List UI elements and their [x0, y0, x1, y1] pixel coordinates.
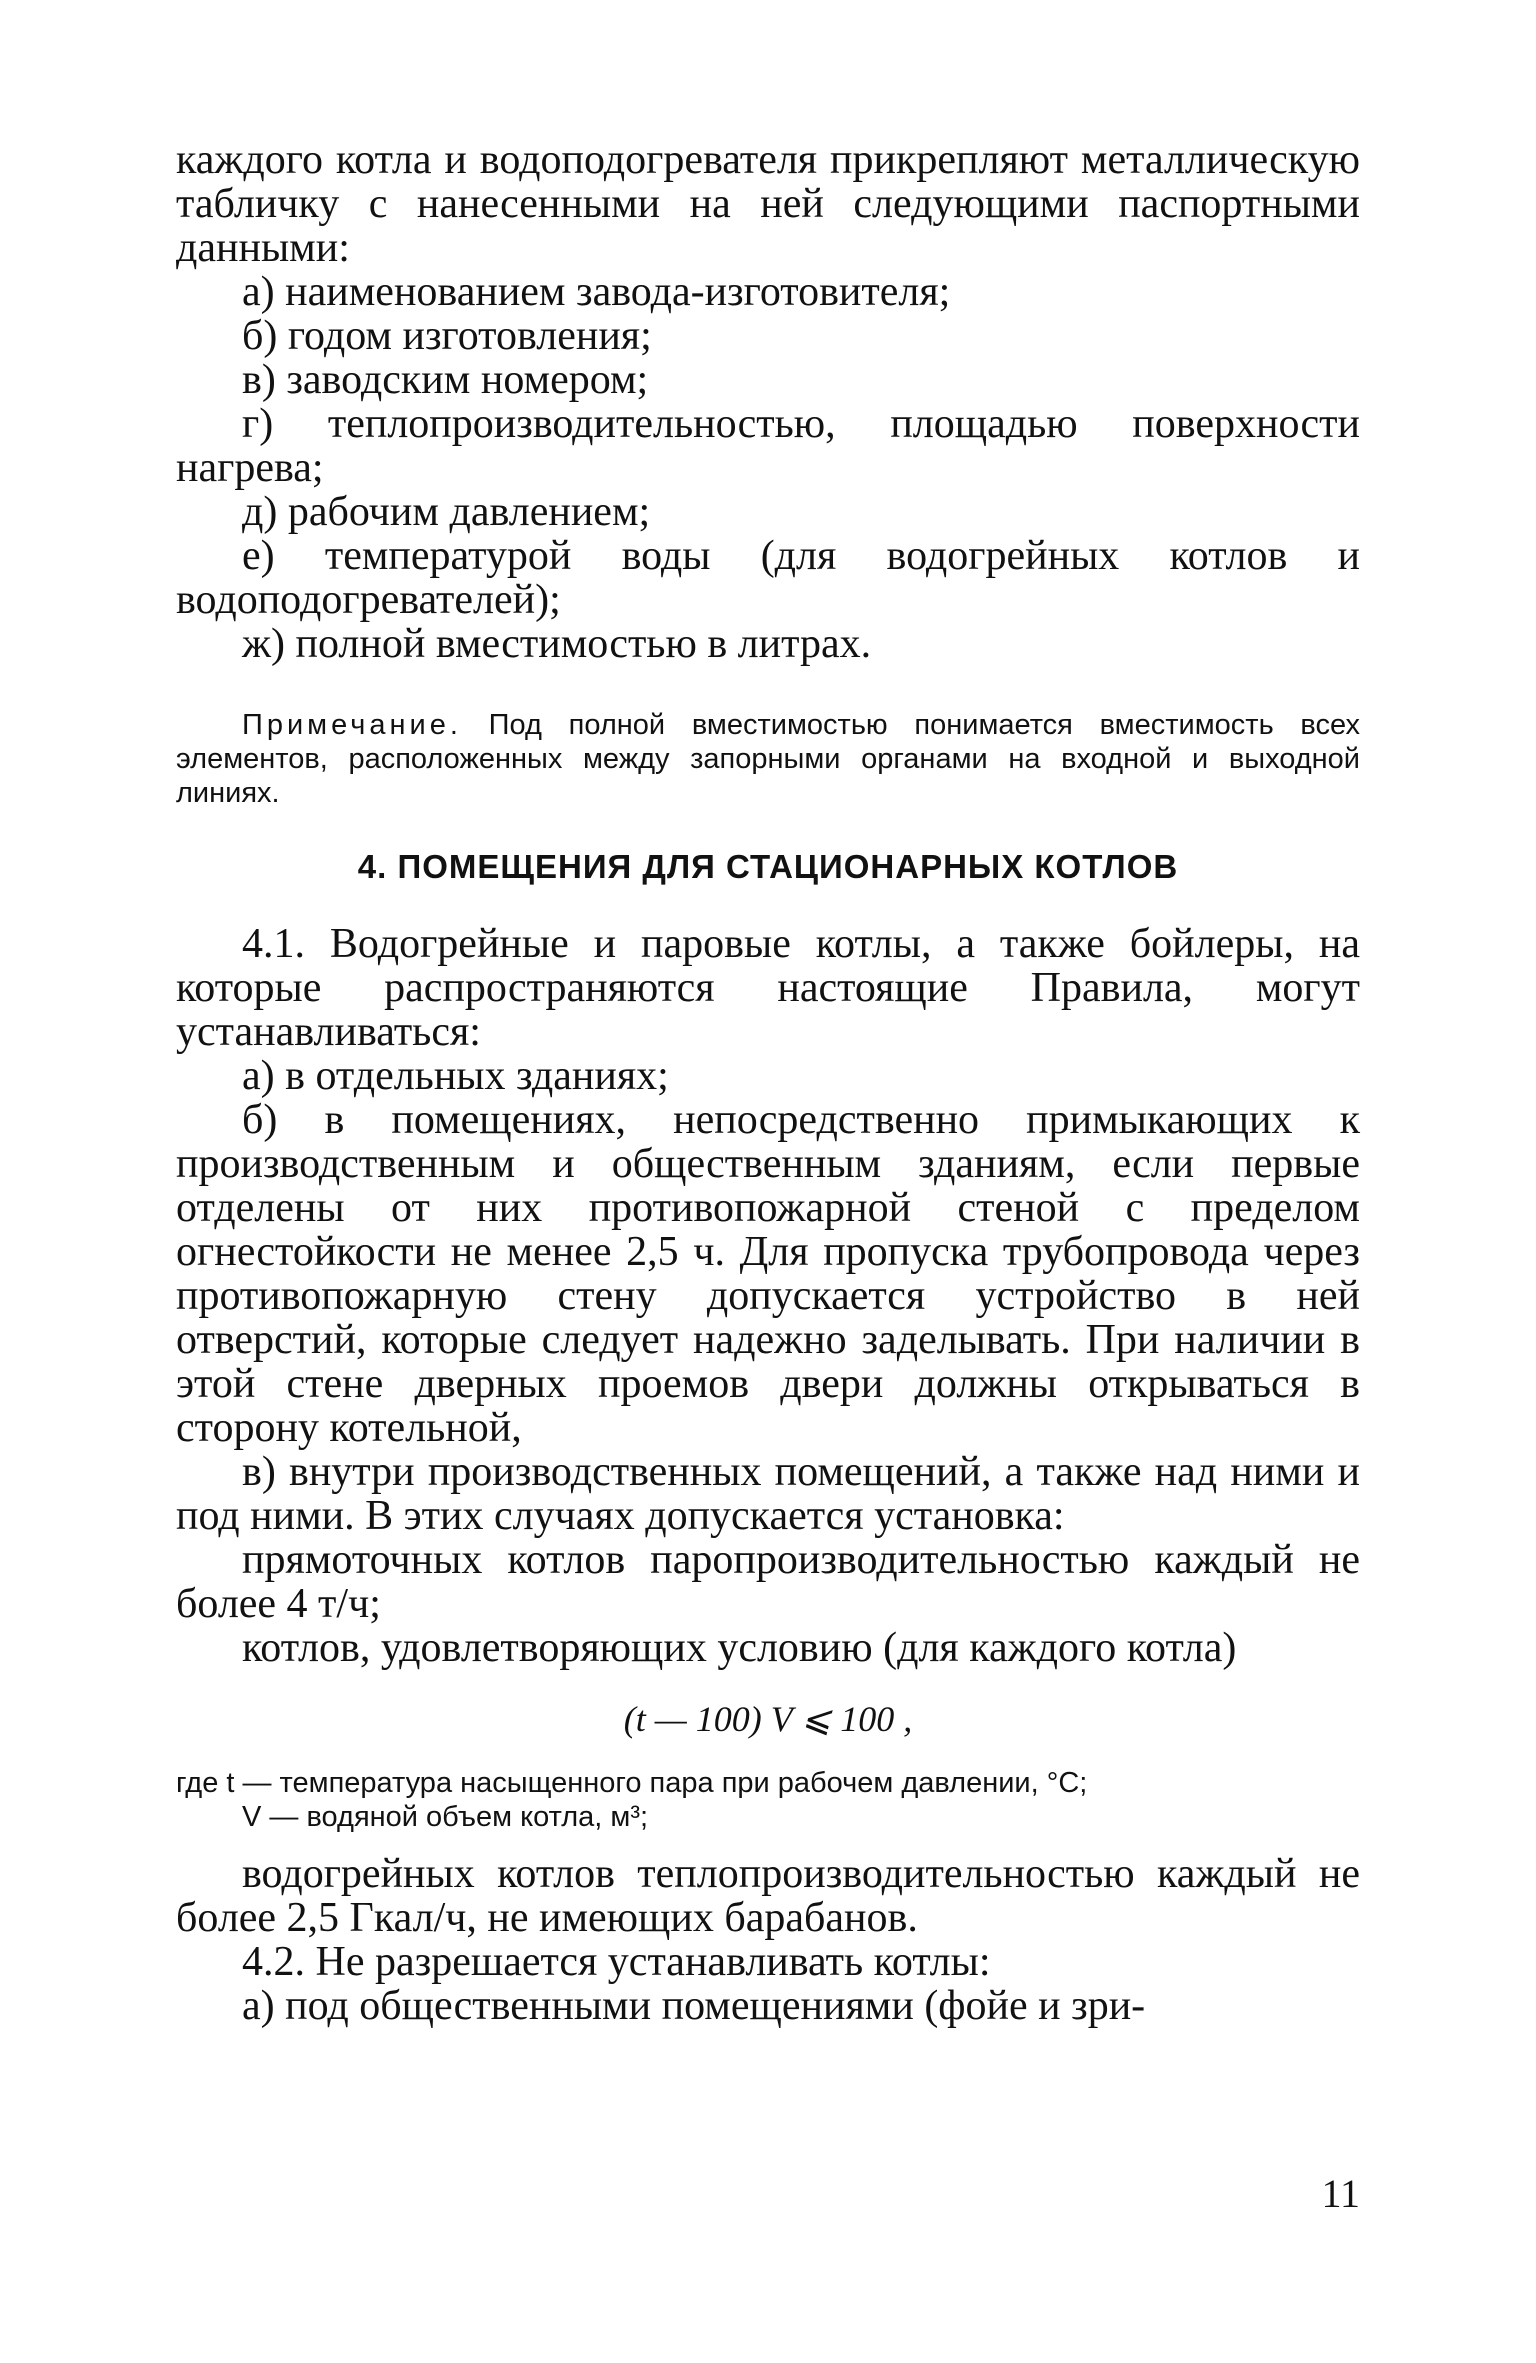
paragraph-4-2: 4.2. Не разрешается устанавливать котлы:: [242, 1939, 991, 1985]
formula-legend: [176, 1766, 1360, 1834]
list-item: е) температурой воды (для водогрейных котлов и водоподогревателей);: [176, 533, 1360, 623]
section-body-continued: [176, 1852, 1360, 2028]
section-heading: 4. ПОМЕЩЕНИЯ ДЛЯ СТАЦИОНАРНЫХ КОТЛОВ: [357, 848, 1179, 885]
list-item: а) в отдельных зданиях;: [242, 1053, 669, 1099]
list-item: б) годом изготовления;: [242, 313, 652, 359]
list-item: г) теплопроизводительностью, площадью поверхности нагрева;: [176, 401, 1360, 491]
page-number: 11: [1321, 2171, 1360, 2216]
list-item: д) рабочим давлением;: [242, 489, 651, 535]
legend-line: V — водяной объем котла, м³;: [242, 1801, 649, 1833]
list-item: а) наименованием завода-изготовителя;: [242, 269, 951, 315]
note-label: Примечание.: [242, 709, 462, 741]
formula: (t — 100) V ⩽ 100 ,: [623, 1699, 913, 1739]
list-item: котлов, удовлетворяющих условию (для каждого котла): [242, 1625, 1237, 1671]
list-item: а) под общественными помещениями (фойе и зри-: [242, 1983, 1146, 2029]
list-item: ж) полной вместимостью в литрах.: [242, 621, 872, 667]
legend-line: где t — температура насыщенного пара при рабочем давлении, °С;: [176, 1767, 1088, 1799]
paragraph-4-1: 4.1. Водогрейные и паровые котлы, а также бойлеры, на которые распространяются настоящие Правила, могут устанавливаться:: [176, 921, 1360, 1055]
body-text: [176, 138, 1360, 666]
list-item: водогрейных котлов теплопроизводительностью каждый не более 2,5 Гкал/ч, не имеющих барабанов.: [176, 1851, 1360, 1941]
section-body: [176, 922, 1360, 1670]
list-item: прямоточных котлов паропроизводительностью каждый не более 4 т/ч;: [176, 1537, 1360, 1627]
intro-paragraph: каждого котла и водоподогревателя прикрепляют металлическую табличку с нанесенными на ней следующими паспортными данными:: [176, 137, 1360, 271]
note: [176, 708, 1360, 810]
list-item: б) в помещениях, непосредственно примыкающих к производственным и общественным зданиям, если первые отделены от них противопожарной стеной с пределом огнестойкости не менее 2,5 ч. Для пропуска трубопровода через противопожарную стену допускается устройство в ней отверстий, которые следует надежно заделывать. При наличии в этой стене дверных проемов двери должны открываться в сторону котельной,: [176, 1097, 1360, 1451]
spacer: [176, 1834, 1360, 1852]
list-item: в) внутри производственных помещений, а также над ними и под ними. В этих случаях допускается установка:: [176, 1449, 1360, 1539]
note-text: Под полной вместимостью понимается вместимость всех элементов, расположенных между запорными органами на входной и выходной линиях.: [176, 709, 1360, 809]
list-item: в) заводским номером;: [242, 357, 649, 403]
